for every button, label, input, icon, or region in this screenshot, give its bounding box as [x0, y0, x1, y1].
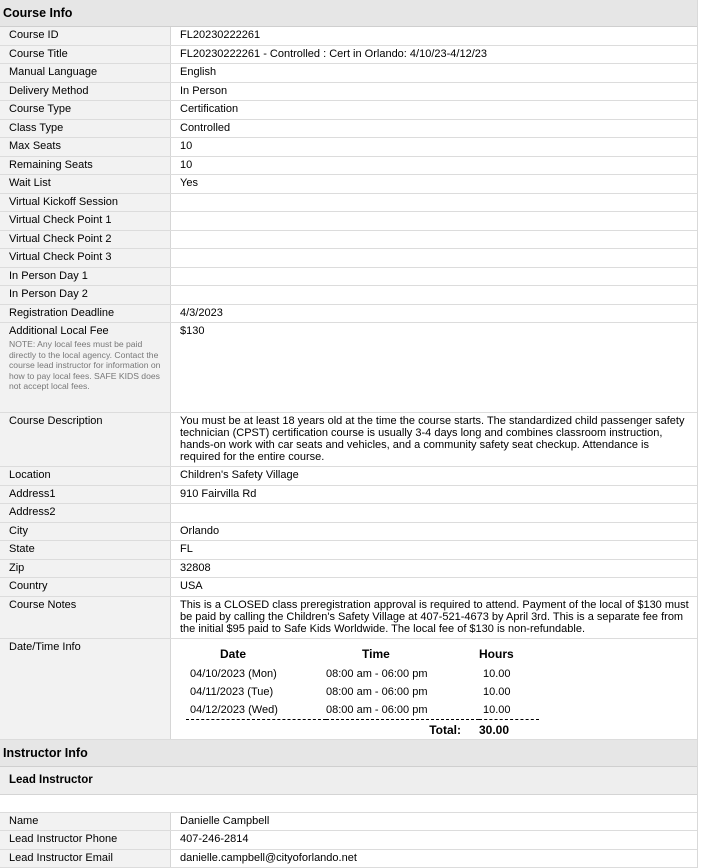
registration-deadline-row [0, 305, 697, 324]
class-type-value: Controlled [171, 120, 697, 138]
address1-row [0, 486, 697, 505]
field-label: Virtual Check Point 1 [0, 212, 171, 230]
course-id-value: FL20230222261 [171, 27, 697, 45]
lead-instructor-header: Lead Instructor [0, 767, 697, 795]
in-person-day-1-value [171, 268, 697, 286]
in-person-day-2-row [0, 286, 697, 305]
field-label: City [0, 523, 171, 541]
field-label: Course ID [0, 27, 171, 45]
state-row [0, 541, 697, 560]
field-label: Virtual Check Point 2 [0, 231, 171, 249]
schedule-date: 04/11/2023 (Tue) [186, 683, 326, 701]
schedule-hours: 10.00 [479, 665, 539, 683]
schedule-total-row [186, 719, 539, 740]
field-label: Name [0, 813, 171, 831]
field-label: Course Description [0, 413, 171, 466]
wait-list-value: Yes [171, 175, 697, 193]
course-title-row [0, 46, 697, 65]
course-id-row [0, 27, 697, 46]
manual-language-row [0, 64, 697, 83]
schedule-hours: 10.00 [479, 683, 539, 701]
local-fee-note: NOTE: Any local fees must be paid directly to the local agency. Contact the course lead instructor for information on how to pay local fees. SAFE KIDS does not accept local fees. [9, 339, 170, 392]
virtual-kickoff-row [0, 194, 697, 213]
additional-local-fee-row [0, 323, 697, 413]
field-label: Course Type [0, 101, 171, 119]
field-label: In Person Day 2 [0, 286, 171, 304]
instructor-email-row [0, 850, 697, 868]
city-row [0, 523, 697, 542]
virtual-check-point-2-row [0, 231, 697, 250]
field-label: Class Type [0, 120, 171, 138]
field-label: Course Notes [0, 597, 171, 638]
schedule-time: 08:00 am - 06:00 pm [326, 665, 479, 683]
course-description-value: You must be at least 18 years old at the time the course starts. The standardized child passenger safety technician (CPST) certification course is usually 3-4 days long and combines classroom instruction, hands-on work with car seats and vehicles, and a community safety seat checkup. Attendance is required for the entire course. [171, 413, 697, 466]
course-description-row [0, 413, 697, 467]
course-info-header: Course Info [0, 0, 697, 27]
delivery-method-row [0, 83, 697, 102]
field-label: Course Title [0, 46, 171, 64]
registration-deadline-value: 4/3/2023 [171, 305, 697, 323]
schedule-time: 08:00 am - 06:00 pm [326, 683, 479, 701]
country-row [0, 578, 697, 597]
max-seats-value: 10 [171, 138, 697, 156]
field-label: State [0, 541, 171, 559]
field-label: Additional Local Fee [9, 325, 170, 338]
field-label: Virtual Check Point 3 [0, 249, 171, 267]
instructor-name-value: Danielle Campbell [171, 813, 697, 831]
class-type-row [0, 120, 697, 139]
virtual-check-point-2-value [171, 231, 697, 249]
field-label: Manual Language [0, 64, 171, 82]
additional-local-fee-value: $130 [171, 323, 697, 412]
zip-value: 32808 [171, 560, 697, 578]
location-value: Children's Safety Village [171, 467, 697, 485]
instructor-phone-row [0, 831, 697, 850]
address2-row [0, 504, 697, 523]
field-label: Wait List [0, 175, 171, 193]
virtual-check-point-1-row [0, 212, 697, 231]
remaining-seats-row [0, 157, 697, 176]
schedule-row [186, 701, 539, 720]
course-type-value: Certification [171, 101, 697, 119]
field-label: Remaining Seats [0, 157, 171, 175]
manual-language-value: English [171, 64, 697, 82]
time-column-header: Time [326, 644, 479, 665]
datetime-info-row [0, 639, 697, 740]
hours-column-header: Hours [479, 644, 539, 665]
field-label: Location [0, 467, 171, 485]
address2-value [171, 504, 697, 522]
field-label: In Person Day 1 [0, 268, 171, 286]
field-label: Max Seats [0, 138, 171, 156]
in-person-day-2-value [171, 286, 697, 304]
course-title-value: FL20230222261 - Controlled : Cert in Orlando: 4/10/23-4/12/23 [171, 46, 697, 64]
country-value: USA [171, 578, 697, 596]
spacer-row [0, 795, 697, 813]
field-label: Registration Deadline [0, 305, 171, 323]
field-label: Zip [0, 560, 171, 578]
course-type-row [0, 101, 697, 120]
schedule-date: 04/12/2023 (Wed) [186, 701, 326, 720]
course-notes-row [0, 597, 697, 639]
instructor-info-header: Instructor Info [0, 740, 697, 767]
schedule-date: 04/10/2023 (Mon) [186, 665, 326, 683]
field-label: Address1 [0, 486, 171, 504]
schedule-table [186, 644, 539, 740]
instructor-phone-value: 407-246-2814 [171, 831, 697, 849]
instructor-email-link[interactable]: danielle.campbell@cityoforlando.net [171, 850, 697, 868]
additional-local-fee-label-cell [0, 323, 171, 412]
instructor-name-row [0, 813, 697, 832]
wait-list-row [0, 175, 697, 194]
location-row [0, 467, 697, 486]
total-label: Total: [326, 719, 479, 740]
field-label: Lead Instructor Phone [0, 831, 171, 849]
virtual-check-point-1-value [171, 212, 697, 230]
state-value: FL [171, 541, 697, 559]
date-column-header: Date [186, 644, 326, 665]
schedule-hours: 10.00 [479, 701, 539, 720]
remaining-seats-value: 10 [171, 157, 697, 175]
schedule-row [186, 665, 539, 683]
total-hours: 30.00 [479, 719, 539, 740]
field-label: Country [0, 578, 171, 596]
field-label: Delivery Method [0, 83, 171, 101]
course-notes-value: This is a CLOSED class preregistration approval is required to attend. Payment of the local of $130 must be paid by calling the Children's Safety Village at 407-521-4673 by April 3rd. This is a separate fee from the initial $95 paid to Safe Kids Worldwide. The local fee of $130 is non-refundable. [171, 597, 697, 638]
field-label: Lead Instructor Email [0, 850, 171, 868]
field-label: Virtual Kickoff Session [0, 194, 171, 212]
virtual-check-point-3-value [171, 249, 697, 267]
delivery-method-value: In Person [171, 83, 697, 101]
schedule-cell [171, 639, 697, 739]
virtual-check-point-3-row [0, 249, 697, 268]
field-label: Date/Time Info [0, 639, 171, 739]
in-person-day-1-row [0, 268, 697, 287]
address1-value: 910 Fairvilla Rd [171, 486, 697, 504]
zip-row [0, 560, 697, 579]
schedule-row [186, 683, 539, 701]
field-label: Address2 [0, 504, 171, 522]
city-value: Orlando [171, 523, 697, 541]
max-seats-row [0, 138, 697, 157]
virtual-kickoff-value [171, 194, 697, 212]
schedule-time: 08:00 am - 06:00 pm [326, 701, 479, 720]
